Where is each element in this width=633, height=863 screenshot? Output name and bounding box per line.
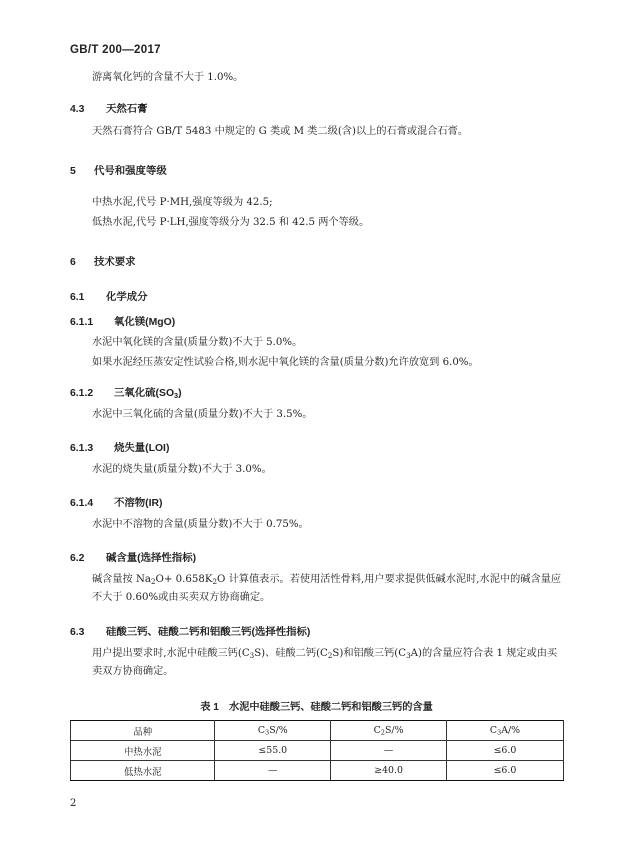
subscript: 3 (265, 728, 270, 737)
table-cell: ≤6.0 (446, 761, 563, 781)
section-number: 6.1.3 (70, 443, 94, 454)
table-header-row (71, 721, 564, 741)
heading-5 (70, 162, 167, 177)
section-title-end: ) (178, 388, 182, 399)
text: C (257, 724, 266, 736)
section-title: 烧失量(LOI) (114, 443, 170, 454)
paragraph-6-1-3: 水泥的烧失量(质量分数)不大于 3.0%。 (92, 464, 272, 475)
paragraph-6-2 (92, 572, 564, 606)
subscript: 3 (406, 650, 411, 660)
table-cell: 低热水泥 (71, 761, 215, 781)
text: C (373, 724, 381, 736)
text: S)、硅酸二钙(C (254, 648, 328, 659)
section-number: 6 (70, 257, 76, 268)
text: S)和铝酸三钙(C (332, 648, 407, 659)
heading-6-1 (70, 288, 148, 303)
section-title: 化学成分 (106, 292, 148, 303)
section-title: 硅酸三钙、硅酸二钙和铝酸三钙(选择性指标) (106, 627, 311, 638)
text: 用户提出要求时,水泥中硅酸三钙(C (92, 648, 250, 659)
text: S/% (269, 724, 288, 736)
heading-6-1-4 (70, 494, 162, 509)
header-c3s (215, 721, 331, 741)
section-title: 氧化镁(MgO) (114, 317, 176, 328)
standard-code-header: GB/T 200—2017 (70, 44, 161, 56)
subscript: 2 (212, 576, 217, 586)
heading-6-2 (70, 549, 196, 564)
paragraph-4-3: 天然石膏符合 GB/T 5483 中规定的 G 类或 M 类二级(含)以上的石膏或混合石膏。 (92, 126, 469, 137)
subscript: 2 (150, 576, 156, 586)
text: A)的含量应符合表 1 规定或由买卖双方协商确定。 (92, 648, 558, 677)
section-title: 碱含量(选择性指标) (106, 553, 197, 564)
text: O+ 0.658K (155, 574, 213, 585)
table-cell: ≤6.0 (446, 741, 563, 761)
section-title: 三氧化硫(SO (114, 388, 175, 399)
paragraph-6-1-1-b: 如果水泥经压蒸安定性试验合格,则水泥中氧化镁的含量(质量分数)允许放宽到 6.0%。 (92, 357, 479, 368)
cement-mineral-table (70, 720, 564, 781)
subscript: 3 (174, 390, 179, 400)
header-variety: 品种 (71, 721, 215, 741)
table-cell: — (331, 741, 447, 761)
subscript: 3 (249, 650, 255, 660)
table-row (71, 741, 564, 761)
subscript: 3 (497, 728, 502, 737)
table-cell: ≥40.0 (331, 761, 447, 781)
table-caption: 表 1 水泥中硅酸三钙、硅酸二钙和铝酸三钙的含量 (200, 702, 433, 713)
section-number: 4.3 (70, 104, 85, 115)
section-number: 6.3 (70, 627, 85, 638)
paragraph-6-1-4: 水泥中不溶物的含量(质量分数)不大于 0.75%。 (92, 519, 309, 530)
paragraph-5-b: 低热水泥,代号 P·LH,强度等级分为 32.5 和 42.5 两个等级。 (92, 217, 370, 228)
text: A/% (501, 724, 521, 736)
paragraph-6-1-2: 水泥中三氧化硫的含量(质量分数)不大于 3.5%。 (92, 409, 313, 420)
heading-6-1-3 (70, 439, 169, 454)
section-number: 6.1.2 (70, 388, 94, 399)
heading-6-1-1 (70, 313, 175, 328)
text: S/% (384, 724, 404, 736)
paragraph-6-1-1-a: 水泥中氧化镁的含量(质量分数)不大于 5.0%。 (92, 337, 303, 348)
text: 碱含量按 Na (92, 574, 151, 585)
section-number: 6.1 (70, 292, 85, 303)
section-number: 6.1.1 (70, 317, 94, 328)
section-number: 6.2 (70, 553, 85, 564)
section-title: 天然石膏 (106, 104, 148, 115)
section-number: 6.1.4 (70, 498, 94, 509)
heading-6 (70, 253, 136, 268)
page-number: 2 (70, 798, 77, 809)
subscript: 2 (380, 728, 385, 737)
table-cell: 中热水泥 (71, 741, 215, 761)
heading-6-3 (70, 623, 310, 638)
text: C (489, 724, 498, 736)
table-row (71, 761, 564, 781)
table-cell: ≤55.0 (215, 741, 331, 761)
section-title: 不溶物(IR) (114, 498, 163, 509)
heading-4-3 (70, 100, 148, 115)
section-title: 代号和强度等级 (94, 166, 167, 177)
subscript: 2 (327, 650, 333, 660)
heading-6-1-2 (70, 384, 182, 400)
header-c3a (446, 721, 563, 741)
section-title: 技术要求 (94, 257, 136, 268)
table-cell: — (215, 761, 331, 781)
paragraph-6-3 (92, 646, 564, 680)
section-number: 5 (70, 166, 76, 177)
paragraph-free-cao: 游离氧化钙的含量不大于 1.0%。 (92, 72, 244, 83)
paragraph-5-a: 中热水泥,代号 P·MH,强度等级为 42.5; (92, 197, 273, 208)
header-c2s (331, 721, 447, 741)
text: O 计算值表示。若使用活性骨料,用户要求提供低碱水泥时,水泥中的碱含量应不大于 0.60%或由买卖双方协商确定。 (92, 574, 562, 603)
